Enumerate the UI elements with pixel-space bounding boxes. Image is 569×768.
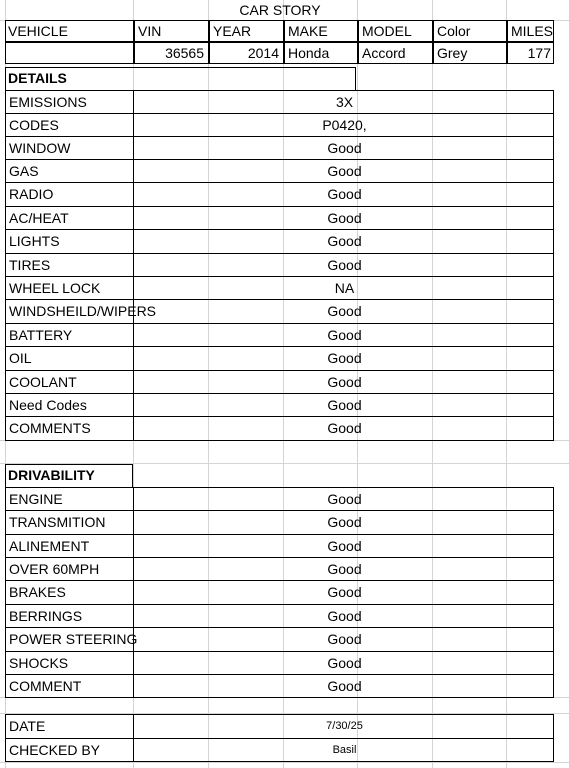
table-row [5,674,554,698]
table-row [5,627,554,651]
row-value: Good [327,514,362,530]
col-header-make: MAKE [288,23,328,39]
table-row [5,604,554,627]
row-value: Good [327,163,362,179]
row-value: NA [334,280,355,296]
table-row [5,510,554,534]
row-label: BRAKES [6,581,134,604]
table-row [5,253,554,276]
row-value: 3X [335,94,354,110]
row-label: EMISSIONS [6,91,134,113]
checked-by-label: CHECKED BY [6,739,134,761]
col-header-color: Color [437,23,471,39]
table-row [5,229,554,253]
col-header-model: MODEL [362,23,412,39]
checked-by-value: Basil [332,744,357,756]
table-row [5,113,554,136]
table-row [5,276,554,299]
row-label: ALINEMENT [6,535,134,557]
value-color: Grey [437,45,468,61]
row-value: Good [327,584,362,600]
row-value: Good [327,374,362,390]
row-label: Need Codes [6,394,134,416]
table-row [5,159,554,182]
row-value: P0420, [322,117,367,133]
value-make: Honda [288,45,330,61]
row-value: Good [327,678,362,694]
row-label: BATTERY [6,324,134,346]
date-label: DATE [6,715,134,738]
table-row [5,714,554,738]
row-value: Good [327,327,362,343]
drivability-section-title: DRIVABILITY [8,467,95,483]
row-value: Good [327,350,362,366]
table-row [5,370,554,393]
row-label: RADIO [6,183,134,206]
table-row [5,580,554,604]
row-value: Good [327,561,362,577]
row-value: Good [327,608,362,624]
table-row [5,416,554,441]
table-row [5,393,554,416]
row-label: SHOCKS [6,652,134,674]
value-year: 2014 [247,45,279,61]
row-label: WINDOW [6,137,134,159]
row-value: Good [327,538,362,554]
table-row [5,346,554,370]
value-vin: 36565 [165,45,204,61]
value-model: Accord [362,45,406,61]
table-row [5,651,554,674]
table-row [5,136,554,159]
row-label: OIL [6,347,134,370]
row-value: Good [327,186,362,202]
table-row [5,299,554,323]
row-label: COMMENTS [6,417,134,440]
row-value: Good [327,655,362,671]
table-row [5,206,554,229]
row-label: LIGHTS [6,230,134,253]
table-row [5,182,554,206]
row-value: Good [327,631,362,647]
col-header-year: YEAR [213,23,252,39]
row-value: Good [327,257,362,273]
row-value: Good [327,491,362,507]
row-label: BERRINGS [6,605,134,627]
col-header-vin: VIN [138,23,162,39]
table-row [5,90,554,113]
table-row [5,323,554,346]
date-value: 7/30/25 [326,720,363,732]
row-label: POWER STEERING [6,628,134,651]
row-value: Good [327,397,362,413]
row-label: TIRES [6,254,134,276]
table-row [5,534,554,557]
row-value: Good [327,303,362,319]
row-value: Good [327,210,362,226]
row-label: TRANSMITION [6,511,134,534]
row-label: AC/HEAT [6,207,134,229]
row-label: COOLANT [6,371,134,393]
drivability-title-box [5,464,133,487]
page-title: CAR STORY [239,2,321,18]
row-label: OVER 60MPH [6,558,134,580]
details-title-box [5,67,356,90]
vehicle-header-table [5,20,559,64]
row-label: COMMENT [6,675,134,697]
row-value: Good [327,420,362,436]
row-label: CODES [6,114,134,136]
row-value: Good [327,233,362,249]
details-section-title: DETAILS [8,70,67,86]
row-label: WHEEL LOCK [6,277,134,299]
table-row [5,557,554,580]
row-label: WINDSHEILD/WIPERS [6,300,134,323]
col-header-miles: MILES [511,23,554,39]
table-row [5,487,554,510]
row-label: GAS [6,160,134,182]
value-miles: 177 [527,45,551,61]
table-row [5,738,554,762]
row-label: ENGINE [6,488,134,510]
col-header-vehicle: VEHICLE [8,23,68,39]
row-value: Good [327,140,362,156]
